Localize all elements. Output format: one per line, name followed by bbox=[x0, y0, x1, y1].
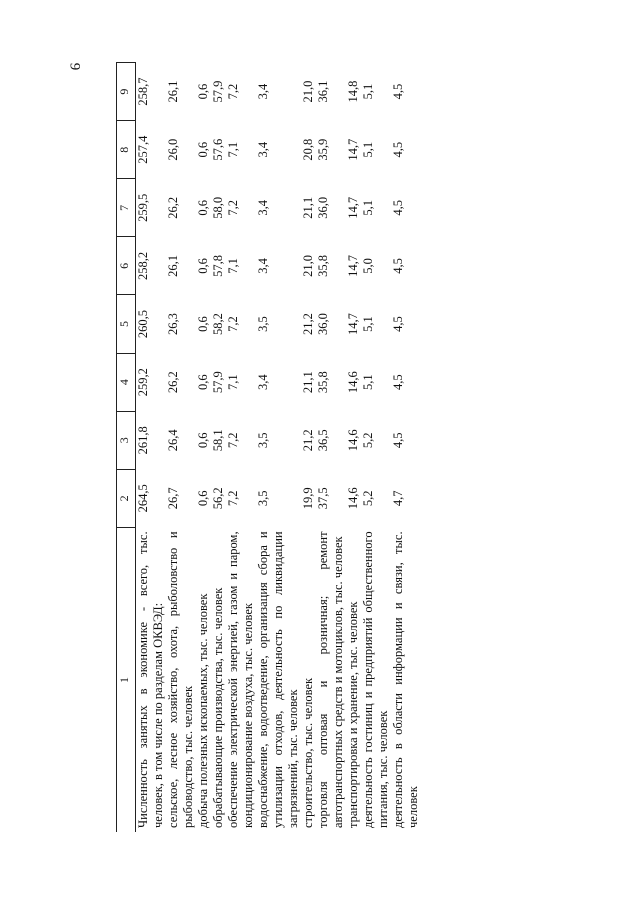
table-cell-value: 7,2 bbox=[226, 432, 240, 449]
table-cell-value: 20,8 bbox=[301, 138, 315, 161]
table-cell-value: 0,6 bbox=[196, 83, 210, 100]
table-cell-value: 21,2 bbox=[301, 313, 315, 335]
table-cell-value: 21,1 bbox=[301, 196, 315, 219]
column-header: 2 bbox=[117, 469, 136, 527]
row-label: Численность занятых в экономике - всего, тыс. человек, в том числе по разделам ОКВЭД: bbox=[136, 531, 165, 828]
table-cell-value: 57,6 bbox=[211, 138, 225, 161]
table-cell-value: 57,8 bbox=[211, 254, 225, 277]
table-cell-value: 4,5 bbox=[391, 432, 405, 449]
table-cell-value: 258,7 bbox=[136, 77, 150, 106]
row-label: водоснабжение, водоотведение, организация сбора и утилизации отходов, деятельность по ликвидации загрязнений, тыс. человек bbox=[256, 531, 300, 828]
column-header: 3 bbox=[117, 411, 136, 469]
table-cell-value: 36,1 bbox=[316, 80, 330, 103]
table-cell-value: 14,7 bbox=[346, 196, 360, 219]
table-cell-value: 35,9 bbox=[316, 138, 330, 161]
table-cell-value: 7,2 bbox=[226, 200, 240, 216]
row-label: строительство, тыс. человек bbox=[301, 677, 315, 828]
column-header: 6 bbox=[117, 237, 136, 295]
table-cell-value: 264,5 bbox=[136, 484, 150, 513]
table-cell-value: 58,0 bbox=[211, 196, 225, 219]
row-label: торговля оптовая и розничная; ремонт автотранспортных средств и мотоциклов, тыс. человек bbox=[316, 531, 345, 828]
table-cell-value: 4,7 bbox=[391, 490, 405, 507]
table-cell-value: 0,6 bbox=[196, 316, 210, 332]
table-body bbox=[136, 63, 422, 833]
table-cell-value: 14,7 bbox=[346, 138, 360, 161]
table-cell-value: 14,7 bbox=[346, 254, 360, 277]
table-cell-value: 5,1 bbox=[361, 316, 375, 332]
table-cell-value: 5,1 bbox=[361, 141, 375, 158]
table-cell-value: 0,6 bbox=[196, 490, 210, 507]
table-row bbox=[136, 63, 167, 833]
table-cell-value: 7,1 bbox=[226, 258, 240, 274]
table-cell-value: 7,2 bbox=[226, 83, 240, 100]
table-row bbox=[256, 63, 301, 833]
table-cell-value: 257,4 bbox=[136, 135, 150, 164]
table-cell-value: 3,5 bbox=[256, 432, 270, 449]
table-cell-value: 56,2 bbox=[211, 487, 225, 510]
table-row bbox=[166, 63, 196, 833]
table-cell-value: 3,4 bbox=[256, 200, 270, 216]
column-header: 8 bbox=[117, 121, 136, 179]
rotated-table-container bbox=[116, 62, 635, 832]
table-cell-value: 4,5 bbox=[391, 316, 405, 332]
table-cell-value: 26,3 bbox=[166, 313, 180, 335]
table-cell-value: 3,5 bbox=[256, 490, 270, 507]
table-cell-value: 21,0 bbox=[301, 80, 315, 103]
table-row bbox=[391, 63, 421, 833]
table-cell-value: 4,5 bbox=[391, 200, 405, 216]
table-cell-value: 5,1 bbox=[361, 374, 375, 390]
table-cell-value: 4,5 bbox=[391, 258, 405, 274]
table-cell-value: 3,4 bbox=[256, 374, 270, 390]
column-header: 1 bbox=[117, 527, 136, 832]
table-cell-value: 5,1 bbox=[361, 83, 375, 100]
table-header-row bbox=[117, 63, 136, 833]
row-label: обеспечение электрической энергией, газом и паром, кондиционирование воздуха, тыс. человек bbox=[226, 531, 255, 828]
table-cell-value: 21,2 bbox=[301, 429, 315, 452]
table-cell-value: 19,9 bbox=[301, 487, 315, 510]
table-cell-value: 259,5 bbox=[136, 193, 150, 222]
row-label: деятельность в области информации и связи, тыс. человек bbox=[391, 531, 420, 828]
table-cell-value: 21,1 bbox=[301, 371, 315, 394]
table-cell-value: 14,7 bbox=[346, 313, 360, 335]
table-cell-value: 7,2 bbox=[226, 316, 240, 332]
table-cell-value: 258,2 bbox=[136, 251, 150, 280]
row-label: транспортировка и хранение, тыс. человек bbox=[346, 601, 360, 828]
table-cell-value: 5,0 bbox=[361, 258, 375, 274]
table-row bbox=[361, 63, 391, 833]
column-header: 5 bbox=[117, 295, 136, 353]
table-cell-value: 35,8 bbox=[316, 254, 330, 277]
table-cell-value: 26,7 bbox=[166, 487, 180, 510]
rotated-table bbox=[116, 62, 635, 832]
table-cell-value: 57,9 bbox=[211, 80, 225, 103]
table-cell-value: 14,6 bbox=[346, 487, 360, 510]
table-cell-value: 14,6 bbox=[346, 371, 360, 394]
table-cell-value: 4,5 bbox=[391, 83, 405, 100]
column-header: 9 bbox=[117, 63, 136, 121]
row-label: добыча полезных ископаемых, тыс. человек bbox=[196, 593, 210, 828]
table-cell-value: 37,5 bbox=[316, 487, 330, 510]
table-cell-value: 261,8 bbox=[136, 426, 150, 455]
table-row bbox=[211, 63, 226, 833]
table-cell-value: 14,6 bbox=[346, 429, 360, 452]
table-cell-value: 26,1 bbox=[166, 80, 180, 103]
employment-table bbox=[116, 62, 421, 832]
table-cell-value: 0,6 bbox=[196, 141, 210, 158]
table-row bbox=[196, 63, 211, 833]
table-cell-value: 36,0 bbox=[316, 313, 330, 335]
column-header: 4 bbox=[117, 353, 136, 411]
table-cell-value: 58,2 bbox=[211, 313, 225, 335]
table-cell-value: 3,4 bbox=[256, 258, 270, 274]
table-cell-value: 4,5 bbox=[391, 374, 405, 390]
table-cell-value: 3,4 bbox=[256, 141, 270, 158]
table-row bbox=[301, 63, 316, 833]
table-cell-value: 7,1 bbox=[226, 374, 240, 390]
row-label: обрабатывающие производства, тыс. человек bbox=[211, 587, 225, 828]
table-cell-value: 35,8 bbox=[316, 371, 330, 394]
table-cell-value: 0,6 bbox=[196, 200, 210, 216]
page-number: 9 bbox=[66, 62, 83, 71]
table-cell-value: 5,2 bbox=[361, 432, 375, 449]
table-cell-value: 7,2 bbox=[226, 490, 240, 507]
row-label: сельское, лесное хозяйство, охота, рыболовство и рыбоводство, тыс. человек bbox=[166, 531, 195, 828]
table-row bbox=[346, 63, 361, 833]
table-cell-value: 260,5 bbox=[136, 309, 150, 339]
row-label: деятельность гостиниц и предприятий общественного питания, тыс. человек bbox=[361, 531, 390, 828]
table-cell-value: 58,1 bbox=[211, 429, 225, 452]
table-cell-value: 26,2 bbox=[166, 371, 180, 394]
table-cell-value: 0,6 bbox=[196, 374, 210, 390]
table-cell-value: 36,0 bbox=[316, 196, 330, 219]
table-cell-value: 3,4 bbox=[256, 83, 270, 100]
table-row bbox=[226, 63, 256, 833]
table-row bbox=[316, 63, 346, 833]
table-cell-value: 3,5 bbox=[256, 316, 270, 332]
table-cell-value: 0,6 bbox=[196, 258, 210, 274]
table-cell-value: 26,0 bbox=[166, 138, 180, 161]
table-cell-value: 0,6 bbox=[196, 432, 210, 449]
table-cell-value: 26,1 bbox=[166, 254, 180, 277]
table-cell-value: 7,1 bbox=[226, 141, 240, 158]
table-cell-value: 57,9 bbox=[211, 371, 225, 394]
table-cell-value: 36,5 bbox=[316, 429, 330, 452]
column-header: 7 bbox=[117, 179, 136, 237]
table-cell-value: 26,2 bbox=[166, 196, 180, 219]
table-cell-value: 4,5 bbox=[391, 141, 405, 158]
table-cell-value: 21,0 bbox=[301, 254, 315, 277]
table-cell-value: 259,2 bbox=[136, 368, 150, 397]
table-cell-value: 5,2 bbox=[361, 490, 375, 507]
table-cell-value: 26,4 bbox=[166, 429, 180, 452]
table-cell-value: 5,1 bbox=[361, 200, 375, 216]
table-cell-value: 14,8 bbox=[346, 80, 360, 103]
